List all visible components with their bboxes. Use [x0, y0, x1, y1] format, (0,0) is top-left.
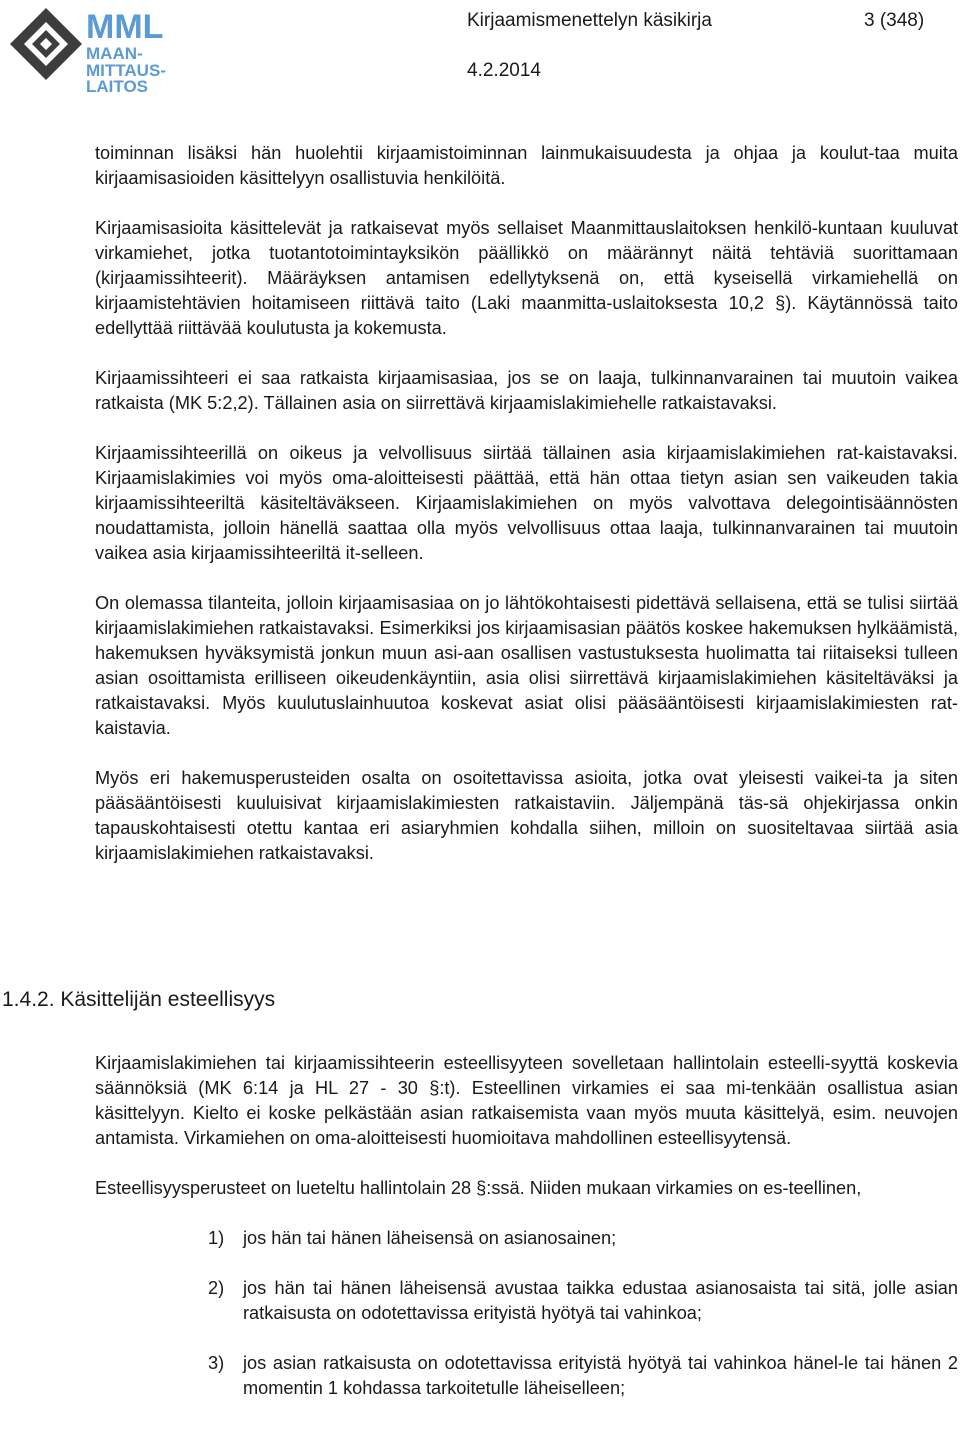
list-item-number: 1) [208, 1228, 225, 1248]
list-item [95, 1276, 958, 1326]
list-item-number: 3) [208, 1353, 225, 1373]
section-heading: 1.4.2. Käsittelijän esteellisyys [2, 988, 276, 1011]
paragraph: Kirjaamissihteerillä on oikeus ja velvollisuus siirtää tällainen asia kirjaamislakimiehen rat-kaistavaksi. Kirjaamislakimies voi myös oma-aloitteisesti päättää, että hän ottaa tietyn asian sen vaikeuden takia kirjaamissihteeriltä käsiteltäväkseen. Kirjaamislakimiehen on myös valvottava delegointisäännösten noudattamista, jolloin hänellä saattaa olla myös velvollisuus ottaa laaja, tulkinnanvarainen tai muutoin vaikea asia kirjaamissihteeriltä it-selleen. [95, 443, 958, 563]
list-item [95, 1226, 958, 1251]
logo-line-3: LAITOS [86, 77, 149, 94]
document-date: 4.2.2014 [467, 60, 541, 81]
list-item-text: jos hän tai hänen läheisensä on asianosainen; [243, 1228, 617, 1248]
logo-mml-text: MML [86, 8, 164, 46]
paragraph: Kirjaamisasioita käsittelevät ja ratkaisevat myös sellaiset Maanmittauslaitoksen henkilö-kuntaan kuuluvat virkamiehet, jotka tuotantotoimintayksikön päällikkö on määrännyt näitä tehtäviä suorittamaan (kirjaamissihteerit). Määräyksen antamisen edellytyksenä on, että kyseisellä virkamiehellä on kirjaamistehtävien hoitamiseen riittävä taito (Laki maanmitta-uslaitoksesta 10,2 §). Käytännössä taito edellyttää riittävää koulutusta ja kokemusta. [95, 218, 958, 338]
logo-line-2: MITTAUS- [86, 61, 166, 80]
body-text [95, 141, 958, 891]
list-item-text: jos asian ratkaisusta on odotettavissa erityistä hyötyä tai vahinkoa hänel-le tai hänen 2 momentin 1 kohdassa tarkoitetulle läheiselleen; [243, 1353, 958, 1398]
logo-emblem-icon [10, 8, 82, 80]
list-item-number: 2) [208, 1278, 225, 1298]
logo-line-1: MAAN- [86, 44, 143, 63]
list-item-text: jos hän tai hänen läheisensä avustaa taikka edustaa asianosaista tai sitä, jolle asian ratkaisusta on odotettavissa erityistä hyötyä tai vahinkoa; [243, 1278, 958, 1323]
section-body [95, 1051, 958, 1426]
page-number: 3 (348) [864, 10, 925, 31]
paragraph: Kirjaamislakimiehen tai kirjaamissihteerin esteellisyyteen sovelletaan hallintolain esteelli-syyttä koskevia säännöksiä (MK 6:14 ja HL 27 - 30 §:t). Esteellinen virkamies ei saa mi-tenkään osallistua asian käsittelyyn. Kielto ei koske pelkästään asian ratkaisemista vaan myös muuta käsittelyä, esim. neuvojen antamista. Virkamiehen on oma-aloitteisesti huomioitava mahdollinen esteellisyytensä. [95, 1053, 958, 1148]
criteria-list [95, 1226, 958, 1401]
paragraph: Esteellisyysperusteet on lueteltu hallintolain 28 §:ssä. Niiden mukaan virkamies on es-teellinen, [95, 1178, 862, 1198]
document-title: Kirjaamismenettelyn käsikirja [467, 10, 712, 31]
paragraph: Myös eri hakemusperusteiden osalta on osoitettavissa asioita, jotka ovat yleisesti vaikei-ta ja siten pääsääntöisesti kuuluisivat kirjaamislakimiesten ratkaistaviin. Jäljempänä täs-sä ohjekirjassa onkin tapauskohtaisesti otettu kantaa eri asiaryhmien kohdalla siihen, milloin on suositeltavaa siirtää asia kirjaamislakimiehen ratkaistavaksi. [95, 768, 958, 863]
paragraph: toiminnan lisäksi hän huolehtii kirjaamistoiminnan lainmukaisuudesta ja ohjaa ja koulut-taa muita kirjaamisasioiden käsittelyyn osallistuvia henkilöitä. [95, 143, 958, 188]
paragraph: On olemassa tilanteita, jolloin kirjaamisasiaa on jo lähtökohtaisesti pidettävä sellaisena, että se tulisi siirtää kirjaamislakimiehen ratkaistavaksi. Esimerkiksi jos kirjaamisasian päätös koskee hakemuksen hylkäämistä, hakemuksen hyväksymistä jonkun muun asi-aan osallisen vastustuksesta huolimatta tai riitaiseksi tulleen asian osoittamista erilliseen oikeudenkäyntiin, asia olisi siirrettävä kirjaamislakimiehen käsiteltäväksi ja ratkaistavaksi. Myös kuulutuslainhuutoa koskevat asiat olisi pääsääntöisesti kirjaamislakimiesten rat-kaistavia. [95, 593, 958, 738]
paragraph: Kirjaamissihteeri ei saa ratkaista kirjaamisasiaa, jos se on laaja, tulkinnanvarainen tai muutoin vaikea ratkaista (MK 5:2,2). Tällainen asia on siirrettävä kirjaamislakimiehelle ratkaistavaksi. [95, 368, 958, 413]
mml-logo [2, 2, 182, 94]
list-item [95, 1351, 958, 1401]
